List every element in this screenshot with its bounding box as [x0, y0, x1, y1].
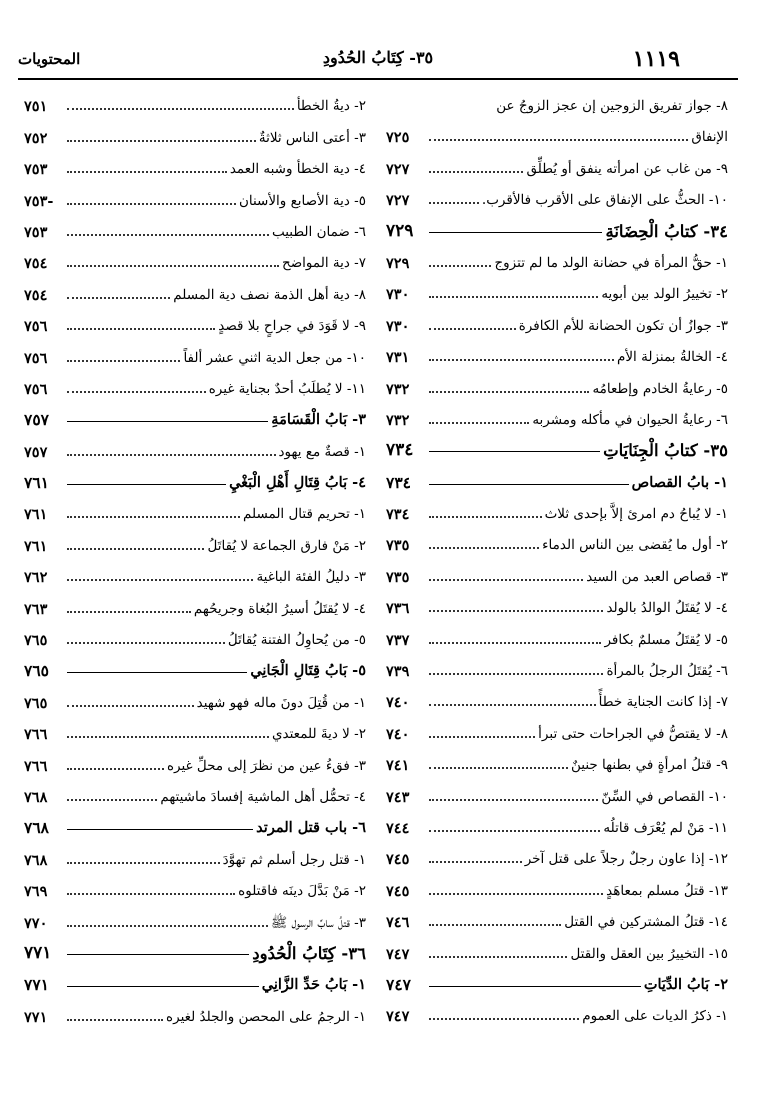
toc-entry — [24, 463, 366, 494]
toc-entry — [24, 777, 366, 808]
toc-entry — [24, 306, 366, 337]
dot-leader — [429, 767, 568, 769]
toc-entry — [24, 494, 366, 525]
contents-column-right — [386, 86, 728, 1027]
dot-leader — [67, 768, 164, 770]
toc-entry-title: ٢- تخييرُ الولد بين أبويه — [601, 286, 728, 303]
toc-entry-title: ٣- جوازُ أن تكون الحضانة للأم الكافرة — [518, 317, 728, 334]
toc-entry — [386, 556, 728, 587]
toc-entry — [386, 494, 728, 525]
toc-entry-title: ١٠- القصاص في السِّنّ — [601, 788, 728, 805]
dot-leader — [429, 579, 583, 581]
toc-entry-title: ١٤- قتلُ المشتركين في القتل — [564, 914, 728, 931]
toc-entry — [24, 965, 366, 996]
toc-entry-title: ٦- يُقتَلُ الرجلُ بالمرأة — [606, 663, 728, 680]
toc-entry — [24, 588, 366, 619]
dot-leader — [67, 986, 259, 987]
toc-entry — [24, 871, 366, 902]
toc-entry-title: ٨- لا يقتصُّ في الجراحات حتى تبرأ — [538, 725, 728, 742]
toc-entry-title: ٦- رعايةُ الحيوان في مأكله ومشربه — [532, 411, 728, 428]
toc-entry — [24, 86, 366, 117]
toc-entry — [24, 117, 366, 148]
toc-entry-title: ٤- الخالةُ بمنزلة الأم — [617, 349, 728, 366]
toc-entry-page: ٧٦٣ — [24, 600, 48, 618]
dot-leader — [67, 516, 240, 518]
toc-entry-page: ٧٦٩ — [24, 883, 48, 901]
toc-entry — [24, 243, 366, 274]
toc-entry — [386, 117, 728, 148]
toc-entry-title: ٨- دية أهل الذمة نصف دية المسلم — [173, 286, 366, 303]
toc-entry — [386, 933, 728, 964]
dot-leader — [67, 672, 247, 673]
toc-entry-page: ٧٣٦ — [386, 600, 410, 618]
toc-entry-title: ٦- ضمان الطبيب — [271, 223, 366, 240]
toc-entry-title: ٥- دية الأصابع والأسنان — [238, 192, 366, 209]
toc-entry-title: ٣- قصاص العبد من السيد — [586, 568, 728, 585]
toc-entry — [24, 369, 366, 400]
toc-entry — [386, 996, 728, 1027]
toc-entry-page: ٧٣٢ — [386, 411, 410, 429]
toc-entry — [24, 180, 366, 211]
toc-entry — [386, 337, 728, 368]
toc-entry-title: ١٢- إذا عاون رجلٌ رجلاً على قتل آخر — [524, 851, 728, 868]
toc-entry-title: ٩- لا قَوَدَ في جراحٍ بلا قصدٍ — [218, 318, 366, 335]
toc-entry — [24, 839, 366, 870]
toc-entry-page: ٧٣٤ — [386, 440, 414, 461]
toc-entry — [386, 86, 728, 117]
toc-entry-title: ١- الرجمُ على المحصن والجلدُ لغيره — [166, 1008, 366, 1025]
dot-leader — [429, 359, 614, 361]
dot-leader — [67, 234, 269, 236]
toc-entry-page: ٧٥٦ — [24, 380, 48, 398]
dot-leader — [429, 516, 542, 518]
toc-entry — [386, 431, 728, 462]
toc-entry-title: ٢- بَابُ الدِّيَاتِ — [643, 975, 728, 993]
toc-entry-title: ٥- بَابُ قِتَالِ الْجَانِي — [250, 662, 366, 680]
dot-leader — [429, 642, 601, 644]
dot-leader — [429, 171, 523, 173]
toc-entry — [24, 557, 366, 588]
dot-leader — [429, 422, 529, 424]
toc-entry — [24, 620, 366, 651]
dot-leader — [67, 925, 268, 927]
running-title: ٣٥- كِتَابُ الحُدُودِ — [322, 48, 434, 67]
dot-leader — [429, 328, 516, 330]
toc-entry-title: ٢- مَنْ فارق الجماعة لا يُقاتَلُ — [207, 537, 366, 554]
toc-entry — [386, 713, 728, 744]
dot-leader — [429, 1018, 579, 1020]
toc-entry-title: ٩- قتلُ امرأةٍ في بطنها جنينٌ — [570, 757, 728, 774]
toc-entry — [386, 211, 728, 242]
dot-leader — [67, 954, 249, 955]
toc-entry — [386, 400, 728, 431]
toc-entry — [24, 337, 366, 368]
toc-entry — [386, 588, 728, 619]
dot-leader — [67, 642, 225, 644]
dot-leader — [429, 296, 598, 298]
toc-entry-title: ٩- من غاب عن امرأته ينفق أو يُطلِّق — [526, 160, 728, 177]
dot-leader — [429, 547, 539, 549]
dot-leader — [67, 799, 157, 801]
dot-leader — [429, 704, 596, 706]
toc-entry-page: ٧٦٦ — [24, 726, 48, 744]
toc-entry-page: ٧٤٠ — [386, 725, 410, 743]
toc-entry-page: ٧٧٠ — [24, 914, 48, 932]
toc-entry-title: ١٠- من جعل الدية اثني عشر ألفاً — [183, 349, 366, 366]
toc-entry-title: ١١- لا يُطلَبُ أحدٌ بجناية غيره — [208, 380, 366, 397]
page-header — [18, 38, 738, 80]
dot-leader — [67, 328, 215, 330]
dot-leader — [67, 705, 194, 707]
toc-entry — [386, 839, 728, 870]
toc-entry — [24, 808, 366, 839]
toc-entry — [386, 745, 728, 776]
section-title: المحتويات — [18, 50, 81, 68]
toc-entry-title: ١١- مَنْ لم يُعْرَف قاتلُه — [603, 819, 728, 836]
toc-entry-page: ٧٦٢ — [24, 569, 48, 587]
toc-entry-page: ٧٣٥ — [386, 537, 410, 555]
toc-entry-title: ٢- ديةُ الخطأ — [296, 98, 366, 115]
toc-entry — [24, 525, 366, 556]
toc-entry-page: ٧٤١ — [386, 757, 410, 775]
toc-entry — [24, 212, 366, 243]
toc-entry-page: ٧٦٦ — [24, 757, 48, 775]
toc-entry-page: ٧٥٢ — [24, 129, 48, 147]
toc-entry-page: ٧٢٩ — [386, 254, 410, 272]
toc-entry — [386, 148, 728, 179]
dot-leader — [67, 171, 227, 173]
dot-leader — [67, 611, 191, 613]
toc-entry-title: ١- قتل رجل أسلم ثم تهوَّدَ — [222, 851, 366, 868]
toc-entry-title: ٤- لا يُقتَلُ أسيرُ البُغاة وجريحُهم — [193, 600, 366, 617]
toc-entry-title: ١- ذكرُ الديات على العموم — [582, 1008, 728, 1025]
toc-entry-page: ٧٤٣ — [386, 788, 410, 806]
toc-entry-page: ٧٥٦ — [24, 349, 48, 367]
dot-leader — [67, 862, 220, 864]
dot-leader — [429, 956, 567, 958]
toc-entry-title: ٣٤- كتابُ الْحِضَانَةِ — [605, 221, 728, 241]
toc-entry-title: ١- من قُتِلَ دونَ ماله فهو شهيد — [196, 694, 366, 711]
dot-leader — [67, 736, 269, 738]
toc-entry-title: ٤- تحمُّل أهل الماشية إفسادَ ماشيتهم — [160, 788, 366, 805]
dot-leader — [67, 391, 206, 393]
dot-leader — [429, 391, 589, 393]
toc-entry — [24, 274, 366, 305]
toc-entry — [386, 619, 728, 650]
toc-entry-page: ٧٣٤ — [386, 472, 411, 492]
toc-entry-page: ٧٤٠ — [386, 694, 410, 712]
toc-entry-title: ٣٥- كتابُ الْجِنَايَاتِ — [603, 441, 728, 461]
dot-leader — [429, 610, 603, 612]
toc-entry-page: ٧٦١ — [24, 506, 48, 524]
toc-entry-title: ١- قصةٌ مع يهود — [278, 443, 366, 460]
toc-entry-page: ٧٣٠ — [386, 286, 410, 304]
toc-entry-page: ٧٥٣- — [24, 192, 54, 210]
dot-leader — [429, 861, 522, 863]
toc-entry-page: ٧٦١ — [24, 537, 48, 555]
toc-entry-page: ٧٦٨ — [24, 851, 48, 869]
dot-leader — [67, 829, 253, 830]
toc-entry-page: ٧٣٥ — [386, 568, 410, 586]
toc-entry — [386, 870, 728, 901]
toc-entry — [386, 902, 728, 933]
toc-entry — [386, 682, 728, 713]
toc-entry — [24, 996, 366, 1027]
toc-entry-page: ٧٣٧ — [386, 631, 410, 649]
toc-entry-title: ١٠- الحثُّ على الإنفاق على الأقرب فالأقرب. — [481, 192, 728, 209]
toc-entry-title: ١- حقُّ المرأة في حضانة الولد ما لم تتزوج — [494, 254, 728, 271]
dot-leader — [429, 799, 598, 801]
toc-entry-title: ١٥- التخييرُ بين العقل والقتل — [570, 945, 728, 962]
toc-entry-title: ٣- أعتى الناس ثلاثةٌ — [258, 129, 366, 146]
dot-leader — [429, 986, 641, 987]
toc-entry — [386, 525, 728, 556]
toc-entry — [24, 651, 366, 682]
toc-entry — [386, 243, 728, 274]
dot-leader — [67, 1019, 163, 1021]
dot-leader — [67, 548, 204, 550]
dot-leader — [429, 232, 602, 233]
toc-entry — [386, 462, 728, 493]
toc-entry-title: ٣٦- كِتَابُ الْحُدُودِ — [252, 943, 366, 963]
dot-leader — [67, 360, 180, 362]
toc-entry — [386, 368, 728, 399]
toc-entry-title: ٣- قتلُ سابِّ الرسول ﷺ — [270, 914, 366, 931]
dot-leader — [429, 451, 600, 452]
page-number: ١١١٩ — [632, 46, 680, 72]
toc-entry-title: ١٣- قتلُ مسلم بمعاهَدٍ — [606, 882, 728, 899]
toc-entry-page: ٧٦٥ — [24, 661, 49, 681]
dot-leader — [67, 579, 253, 581]
toc-entry — [24, 934, 366, 965]
toc-entry-page: ٧٧١ — [24, 942, 52, 963]
toc-entry-title: ١- بَابُ حَدِّ الزَّانِي — [261, 976, 366, 994]
dot-leader — [67, 140, 256, 142]
toc-entry — [386, 965, 728, 996]
toc-entry — [386, 274, 728, 305]
toc-entry-page: ٧٥٧ — [24, 443, 48, 461]
toc-entry — [386, 305, 728, 336]
header-rule — [18, 78, 738, 80]
dot-leader — [67, 108, 294, 110]
dot-leader — [67, 203, 236, 205]
toc-entry-page: ٧٤٤ — [386, 819, 410, 837]
toc-entry-page: ٧٦٨ — [24, 788, 48, 806]
toc-entry-page: ٧٢٧ — [386, 192, 410, 210]
dot-leader — [67, 421, 268, 422]
toc-entry-page: ٧٤٧ — [386, 1008, 410, 1026]
toc-entry — [24, 400, 366, 431]
toc-entry-title: ٥- لا يُقتَلُ مسلمٌ بكافر — [604, 631, 728, 648]
toc-entry-page: ٧٥١ — [24, 98, 48, 116]
toc-entry-page: ٧٣٩ — [386, 663, 410, 681]
toc-entry-title: ٣- دليلُ الفئة الباغية — [256, 569, 366, 586]
dot-leader — [429, 202, 479, 204]
toc-entry-page: ٧٣١ — [386, 349, 410, 367]
dot-leader — [429, 924, 561, 926]
toc-entry-page: ٧٢٩ — [386, 220, 414, 241]
toc-entry-page: ٧٦٥ — [24, 632, 48, 650]
toc-entry-page: ٧٣٠ — [386, 317, 410, 335]
dot-leader — [429, 893, 603, 895]
toc-entry-title: ٦- باب قتل المرتد — [256, 819, 366, 837]
toc-entry-page: ٧٧١ — [24, 975, 49, 995]
dot-leader — [429, 139, 688, 141]
toc-entry-title: ٣- فقءُ عين من نظرَ إلى محلِّ غيره — [166, 757, 366, 774]
toc-entry-page: ٧٦٨ — [24, 818, 49, 838]
dot-leader — [67, 454, 276, 456]
toc-entry — [386, 808, 728, 839]
toc-entry-page: ٧٤٥ — [386, 851, 410, 869]
toc-entry-title: ٤- بَابُ قِتَالِ أَهْلِ الْبَغْيِ — [229, 474, 366, 492]
toc-entry-page: ٧٦٥ — [24, 694, 48, 712]
toc-entry — [24, 149, 366, 180]
toc-entry-page: ٧٣٤ — [386, 506, 410, 524]
toc-entry-page: ٧٤٧ — [386, 974, 411, 994]
dot-leader — [67, 484, 226, 485]
toc-entry-title: ٤- دية الخطأ وشبه العمد — [229, 161, 366, 178]
toc-entry-title: ٧- دية المواضح — [282, 255, 366, 272]
toc-entry-title: ٢- أول ما يُقضى بين الناس الدماء — [542, 537, 728, 554]
toc-entry-title: ١- تحريم قتال المسلم — [243, 506, 366, 523]
toc-entry-title: ٨- جواز تفريق الزوجين إن عجز الزوجُ عن — [496, 98, 728, 114]
toc-entry-title: ٢- لا ديةَ للمعتدي — [271, 726, 366, 743]
dot-leader — [429, 265, 491, 267]
toc-entry-page: ٧٥٧ — [24, 410, 49, 430]
dot-leader — [67, 893, 235, 895]
toc-entry-title: ١- لا يُباحُ دم امرئ إلاَّ بإحدى ثلاث — [544, 506, 728, 523]
toc-entry-page: ٧٦١ — [24, 473, 49, 493]
toc-entry-page: ٧٧١ — [24, 1008, 48, 1026]
dot-leader — [67, 265, 279, 267]
dot-leader — [429, 673, 603, 675]
toc-entry-page: ٧٢٥ — [386, 129, 410, 147]
toc-entry-page: ٧٥٣ — [24, 223, 48, 241]
contents-column-left — [24, 86, 366, 1028]
toc-entry-title: ٧- إذا كانت الجناية خطأً — [598, 694, 728, 711]
toc-entry-page: ٧٥٣ — [24, 161, 48, 179]
toc-entry-page: ٧٥٤ — [24, 255, 48, 273]
dot-leader — [429, 484, 629, 485]
toc-entry — [24, 714, 366, 745]
dot-leader — [429, 830, 600, 832]
toc-entry — [24, 902, 366, 933]
toc-entry — [24, 682, 366, 713]
toc-entry-title: الإنفاق — [691, 129, 728, 146]
toc-entry-title: ٢- مَنْ بَدَّلَ دينَه فاقتلوه — [238, 883, 366, 900]
toc-entry-title: ٥- من يُحاوِلُ الفتنة يُقاتَلُ — [227, 632, 366, 649]
toc-entry — [386, 651, 728, 682]
dot-leader — [67, 297, 170, 299]
toc-entry — [386, 180, 728, 211]
toc-entry-title: ٣- بَابُ الْقَسَامَةِ — [271, 411, 366, 429]
toc-entry-page: ٧٤٦ — [386, 914, 410, 932]
toc-entry-title: ٥- رعايةُ الخادم وإطعامُه — [592, 380, 728, 397]
dot-leader — [429, 736, 535, 738]
toc-entry-page: ٧٢٧ — [386, 160, 410, 178]
toc-entry — [24, 431, 366, 462]
toc-entry-page: ٧٥٦ — [24, 318, 48, 336]
toc-entry-page: ٧٤٧ — [386, 945, 410, 963]
toc-entry-title: ١- بابُ القصاص — [631, 473, 728, 491]
toc-entry-page: ٧٣٢ — [386, 380, 410, 398]
toc-entry — [386, 776, 728, 807]
toc-entry — [24, 745, 366, 776]
toc-entry-page: ٧٥٤ — [24, 286, 48, 304]
toc-entry-page: ٧٤٥ — [386, 882, 410, 900]
toc-entry-title: ٤- لا يُقتَلُ الوالدُ بالولد — [606, 600, 728, 617]
